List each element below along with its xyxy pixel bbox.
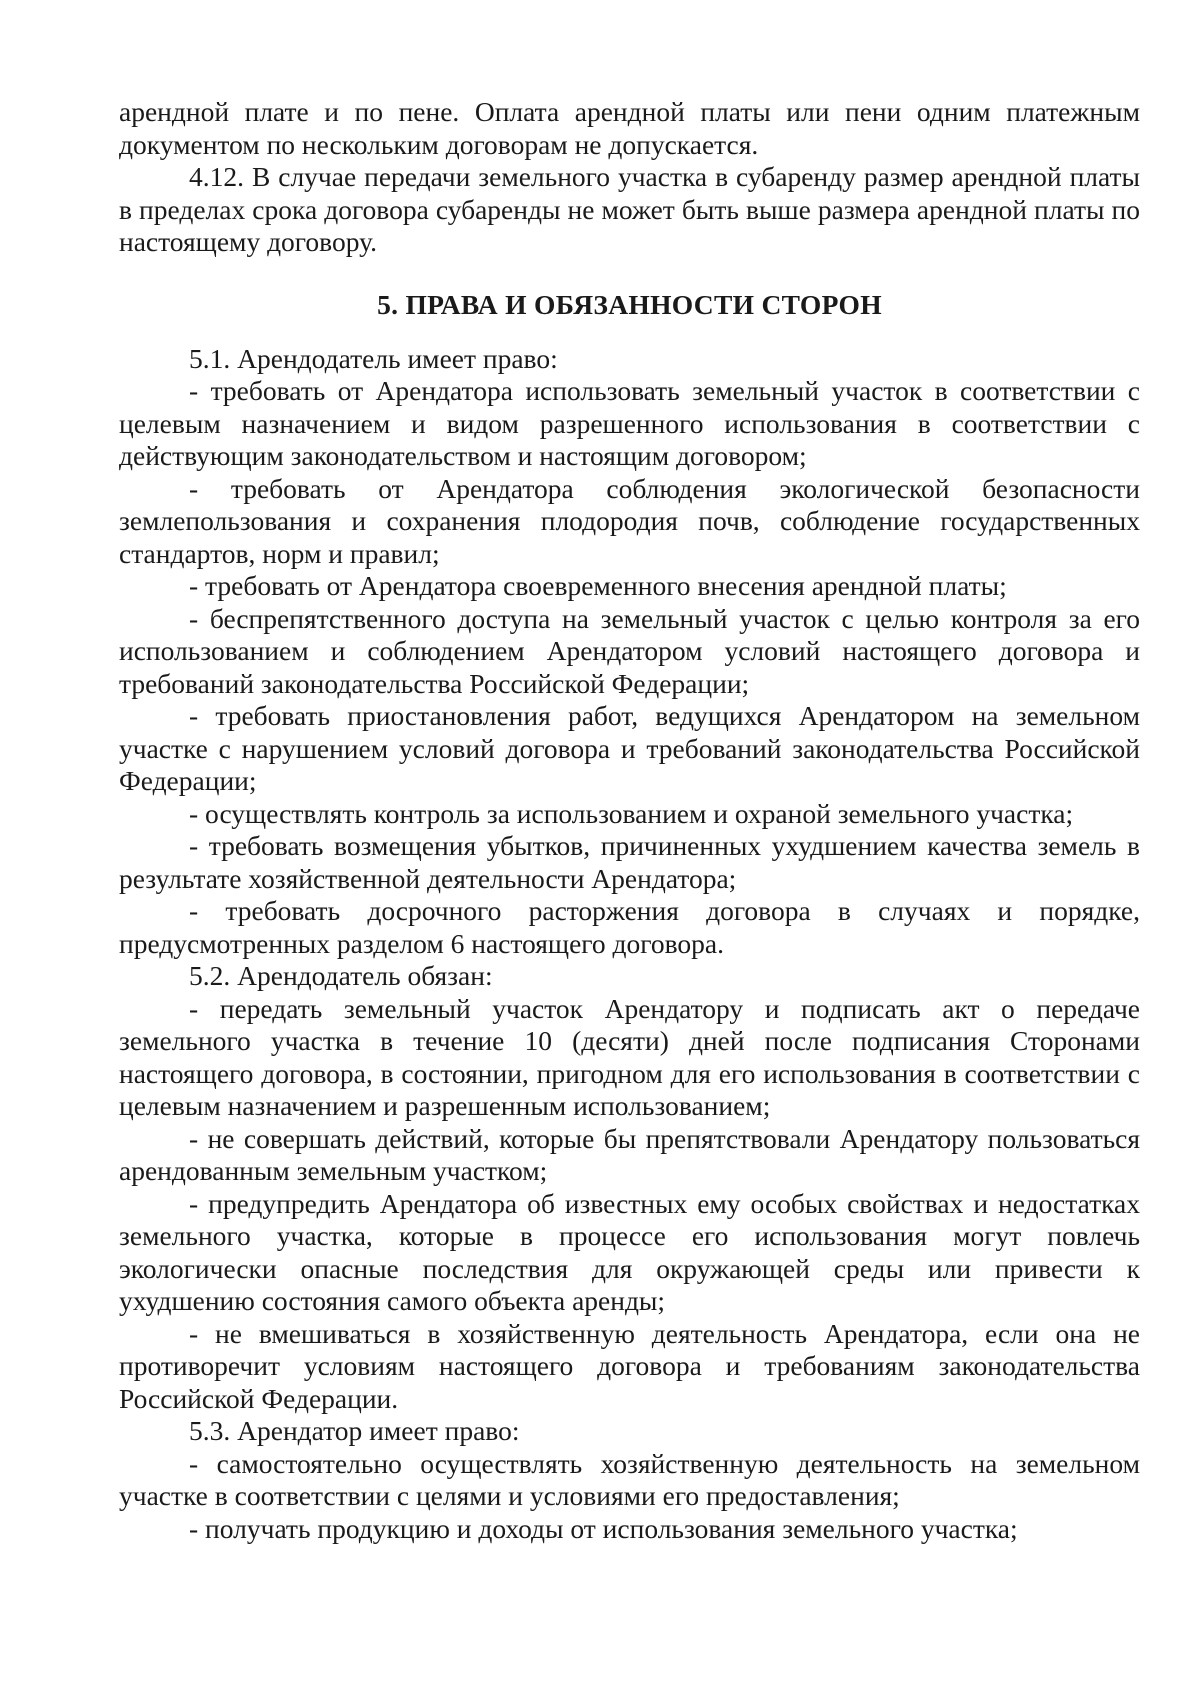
paragraph-5-3: 5.3. Арендатор имеет право:	[189, 1415, 520, 1446]
list-item: - предупредить Арендатора об известных ему особых свойствах и недостатках земельного участка, которые в процессе его использования могут повлечь экологически опасные последствия для окружающей среды или привести к ухудшению состояния самого объекта аренды;	[119, 1187, 1140, 1316]
list-item: - не вмешиваться в хозяйственную деятельность Арендатора, если она не противоречит условиям настоящего договора и требованиям законодательства Российской Федерации.	[119, 1317, 1140, 1414]
section-title: 5. ПРАВА И ОБЯЗАННОСТИ СТОРОН	[377, 288, 882, 320]
list-item: - требовать от Арендатора своевременного внесения арендной платы;	[189, 570, 1007, 601]
list-item: - требовать досрочного расторжения договора в случаях и порядке, предусмотренных разделом 6 настоящего договора.	[119, 895, 1140, 959]
list-item: - не совершать действий, которые бы препятствовали Арендатору пользоваться арендованным земельным участком;	[119, 1122, 1140, 1186]
list-item: - осуществлять контроль за использованием и охраной земельного участка;	[189, 797, 1074, 829]
paragraph-4-12: 4.12. В случае передачи земельного участка в субаренду размер арендной платы в пределах срока договора субаренды не может быть выше размера арендной платы по настоящему договору.	[119, 161, 1140, 257]
list-item: - передать земельный участок Арендатору и подписать акт о передаче земельного участка в течение 10 (десяти) дней после подписания Сторонами настоящего договора, в состоянии, пригодном для его использования в соответствии с целевым назначением и разрешенным использованием;	[119, 992, 1140, 1121]
list-item: - самостоятельно осуществлять хозяйственную деятельность на земельном участке в соответствии с целями и условиями его предоставления;	[119, 1447, 1140, 1511]
list-item: - требовать приостановления работ, ведущихся Арендатором на земельном участке с нарушением условий договора и требований законодательства Российской Федерации;	[119, 700, 1140, 796]
list-item: - требовать возмещения убытков, причиненных ухудшением качества земель в результате хозяйственной деятельности Арендатора;	[119, 830, 1140, 894]
list-item: - получать продукцию и доходы от использования земельного участка;	[189, 1512, 1018, 1544]
paragraph-5-1: 5.1. Арендодатель имеет право:	[189, 342, 558, 374]
document-body	[119, 96, 1140, 1545]
paragraph-5-2: 5.2. Арендодатель обязан:	[189, 960, 493, 991]
list-item: - требовать от Арендатора использовать земельный участок в соответствии с целевым назначением и видом разрешенного использования в соответствии с действующим законодательством и настоящим договором;	[119, 375, 1140, 471]
list-item: - требовать от Арендатора соблюдения экологической безопасности землепользования и сохранения плодородия почв, соблюдение государственных стандартов, норм и правил;	[119, 472, 1140, 569]
paragraph-continuation: арендной плате и по пене. Оплата арендной платы или пени одним платежным документом по нескольким договорам не допускается.	[119, 96, 1140, 160]
list-item: - беспрепятственного доступа на земельный участок с целью контроля за его использованием и соблюдением Арендатором условий настоящего договора и требований законодательства Российской Федерации;	[119, 602, 1140, 699]
